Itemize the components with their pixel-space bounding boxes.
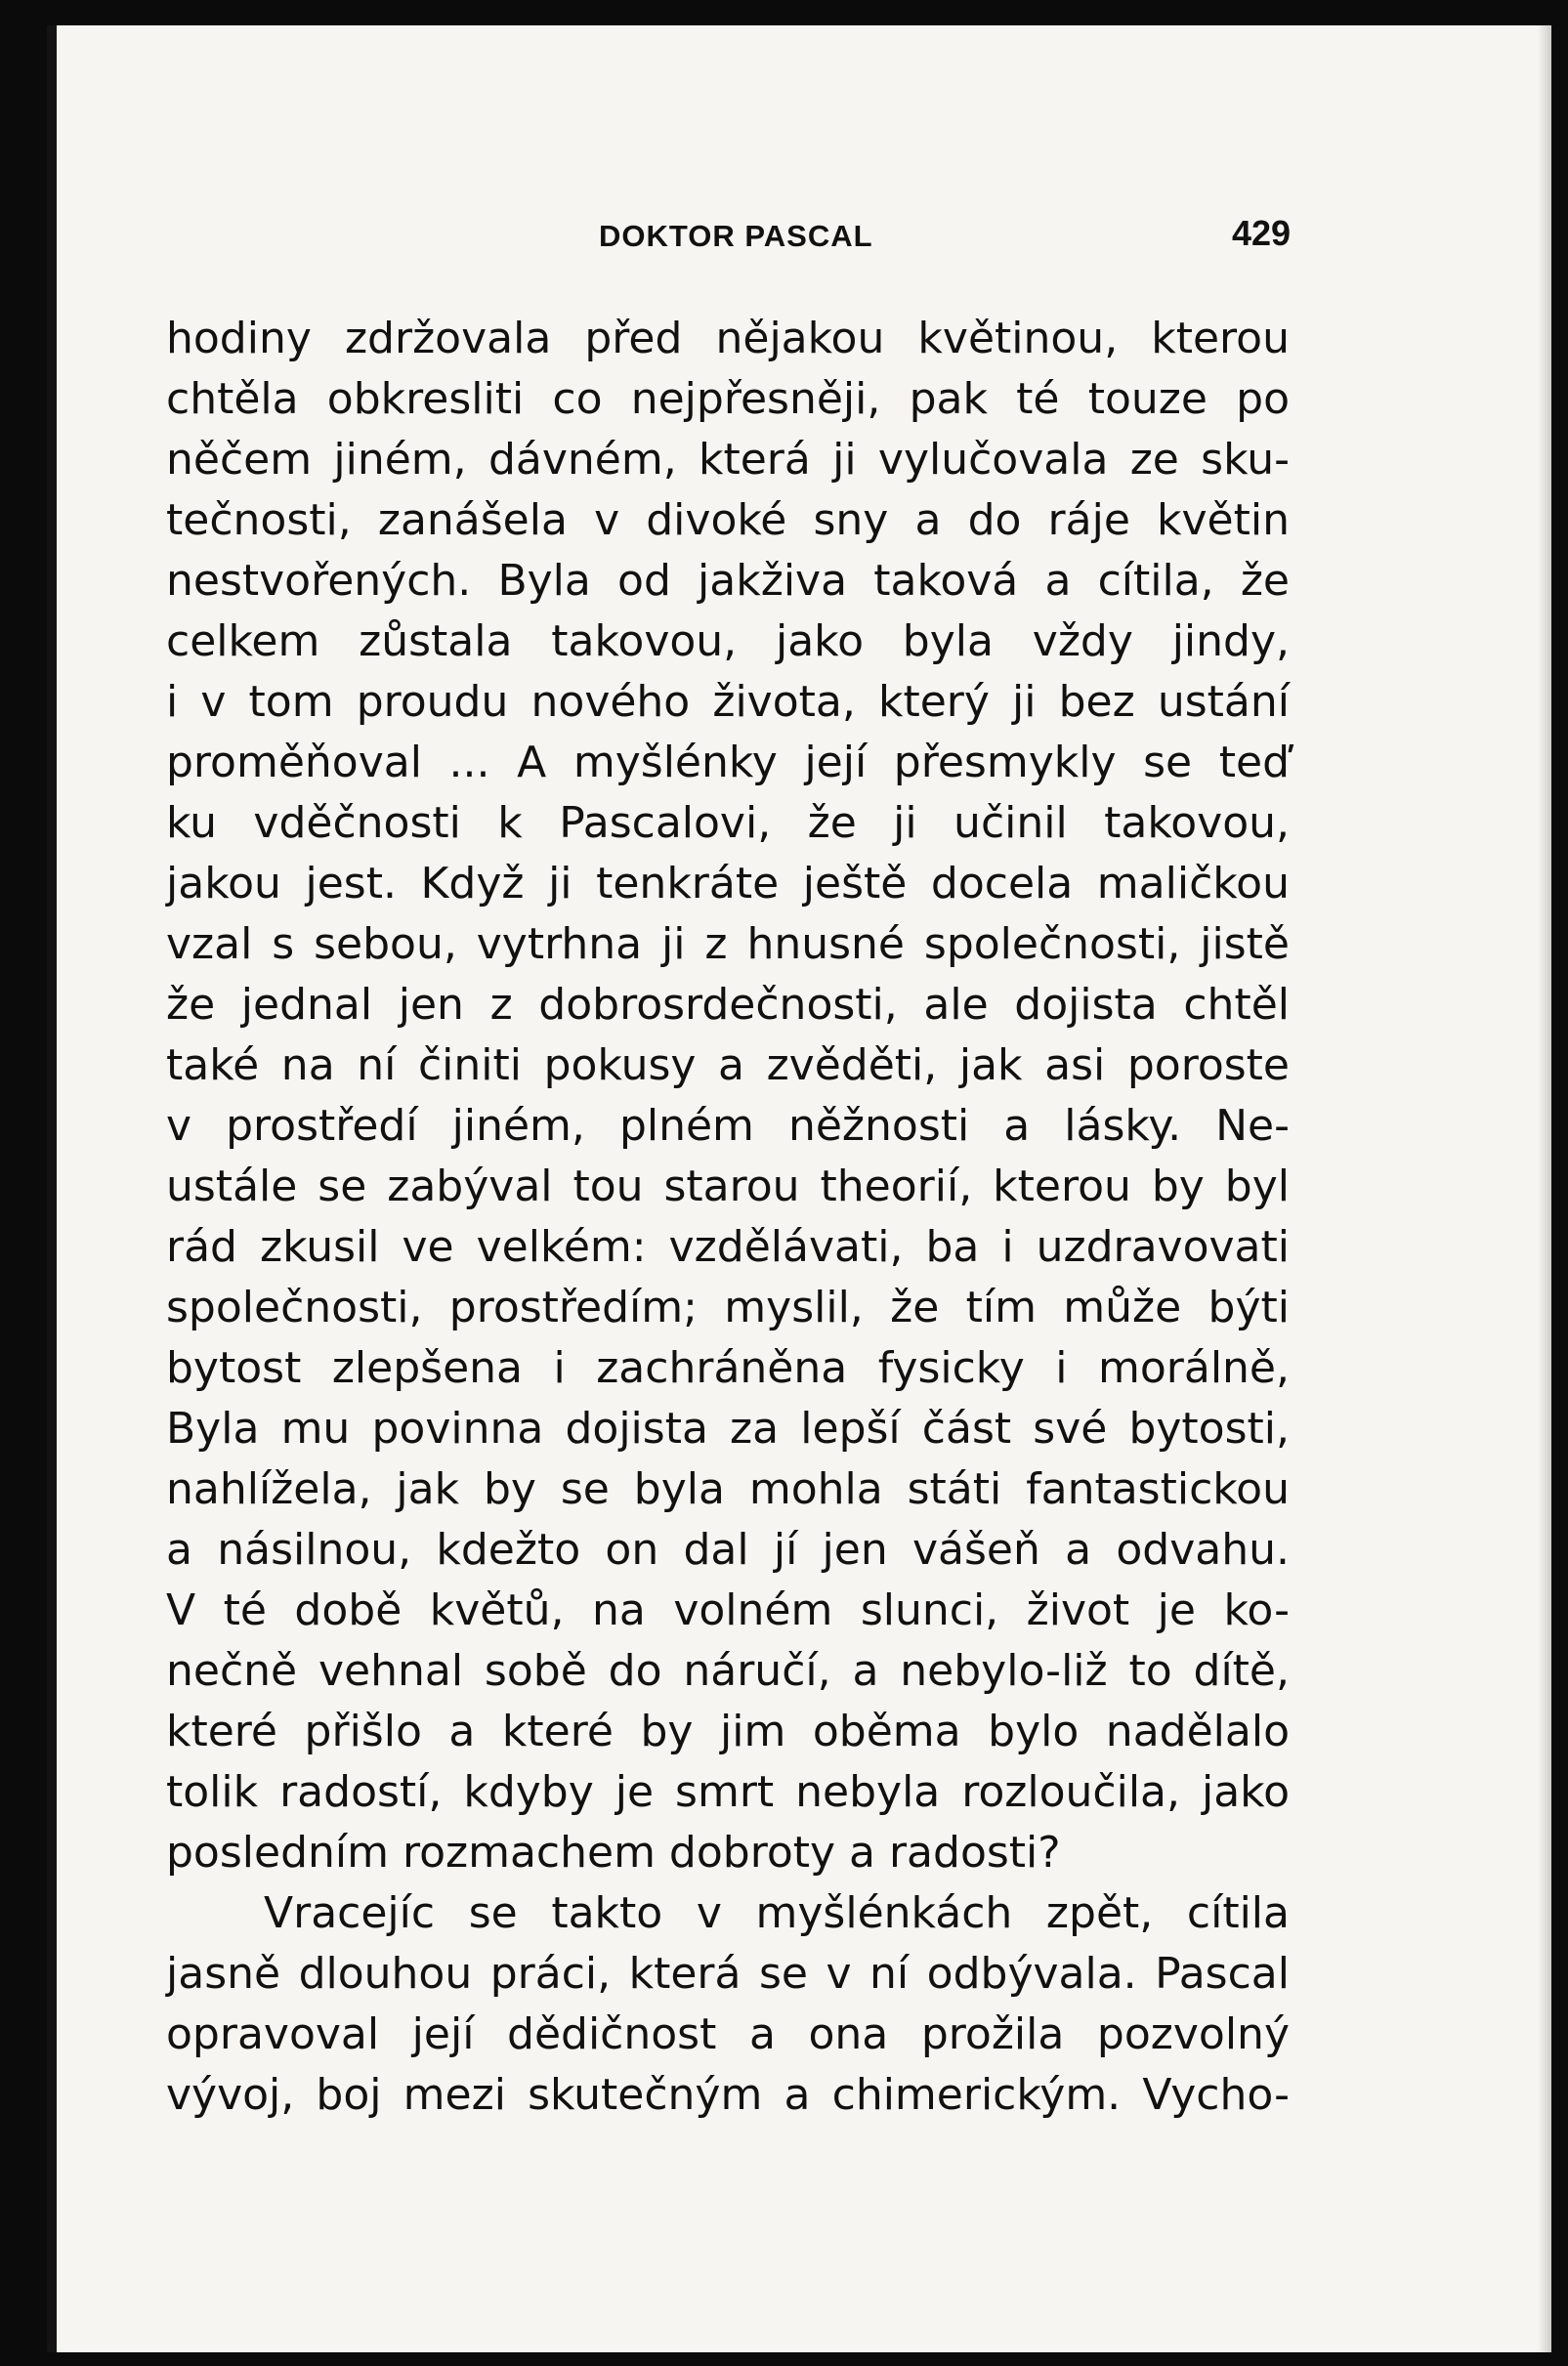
text-line: jakou jest. Když ji tenkráte ještě docela maličkou <box>166 859 1290 908</box>
text-line: také na ní činiti pokusy a zvěděti, jak asi poroste <box>166 1040 1290 1090</box>
text-line: opravoval její dědičnost a ona prožila pozvolný <box>166 2009 1290 2059</box>
body-text <box>166 309 1290 2126</box>
text-line: že jednal jen z dobrosrdečnosti, ale dojista chtěl <box>166 980 1290 1030</box>
text-line: ku vděčnosti k Pascalovi, že ji učinil takovou, <box>166 798 1290 848</box>
text-line: bytost zlepšena i zachráněna fysicky i morálně, <box>166 1343 1290 1393</box>
text-line: v prostředí jiném, plném něžnosti a lásky. Ne- <box>166 1101 1290 1151</box>
book-page <box>47 25 1551 2352</box>
paragraph-start-line: Vracejíc se takto v myšlénkách zpět, cítila <box>264 1888 1290 1938</box>
page-number: 429 <box>1232 213 1292 253</box>
text-line: i v tom proudu nového života, který ji bez ustání <box>166 677 1290 727</box>
page-header <box>47 213 1551 268</box>
text-line: nečně vehnal sobě do náručí, a nebylo-liž to dítě, <box>166 1646 1290 1696</box>
text-line: které přišlo a které by jim oběma bylo nadělalo <box>166 1707 1290 1756</box>
text-line: hodiny zdržovala před nějakou květinou, kterou <box>166 314 1290 363</box>
text-line: tečnosti, zanášela v divoké sny a do ráje květin <box>166 495 1290 545</box>
text-line: proměňoval ... A myšlénky její přesmykly se teď <box>166 738 1290 787</box>
text-line: společnosti, prostředím; myslil, že tím může býti <box>166 1283 1290 1332</box>
text-line: vzal s sebou, vytrhna ji z hnusné společnosti, jistě <box>166 919 1290 969</box>
page-edge-shadow <box>1538 25 1551 2352</box>
text-line: něčem jiném, dávném, která ji vylučovala ze sku- <box>166 435 1290 485</box>
text-line: chtěla obkresliti co nejpřesněji, pak té touze po <box>166 374 1290 424</box>
text-line: celkem zůstala takovou, jako byla vždy jindy, <box>166 616 1290 666</box>
text-line: nestvořených. Byla od jakživa taková a cítila, že <box>166 556 1290 606</box>
text-line: nahlížela, jak by se byla mohla státi fantastickou <box>166 1464 1290 1514</box>
running-title: DOKTOR PASCAL <box>599 219 873 253</box>
text-line: Byla mu povinna dojista za lepší část své bytosti, <box>166 1404 1290 1454</box>
text-line: a násilnou, kdežto on dal jí jen vášeň a odvahu. <box>166 1525 1290 1575</box>
text-line: rád zkusil ve velkém: vzdělávati, ba i uzdravovati <box>166 1222 1290 1272</box>
text-line: ustále se zabýval tou starou theorií, kterou by byl <box>166 1162 1290 1211</box>
text-line: V té době květů, na volném slunci, život je ko- <box>166 1585 1290 1635</box>
text-line: tolik radostí, kdyby je smrt nebyla rozloučila, jako <box>166 1767 1290 1817</box>
text-line: jasně dlouhou práci, která se v ní odbývala. Pascal <box>166 1949 1290 1999</box>
paragraph-end-line: posledním rozmachem dobroty a radosti? <box>166 1828 1061 1878</box>
page-binding-edge <box>47 25 57 2352</box>
text-line: vývoj, boj mezi skutečným a chimerickým. Vycho- <box>166 2070 1290 2120</box>
